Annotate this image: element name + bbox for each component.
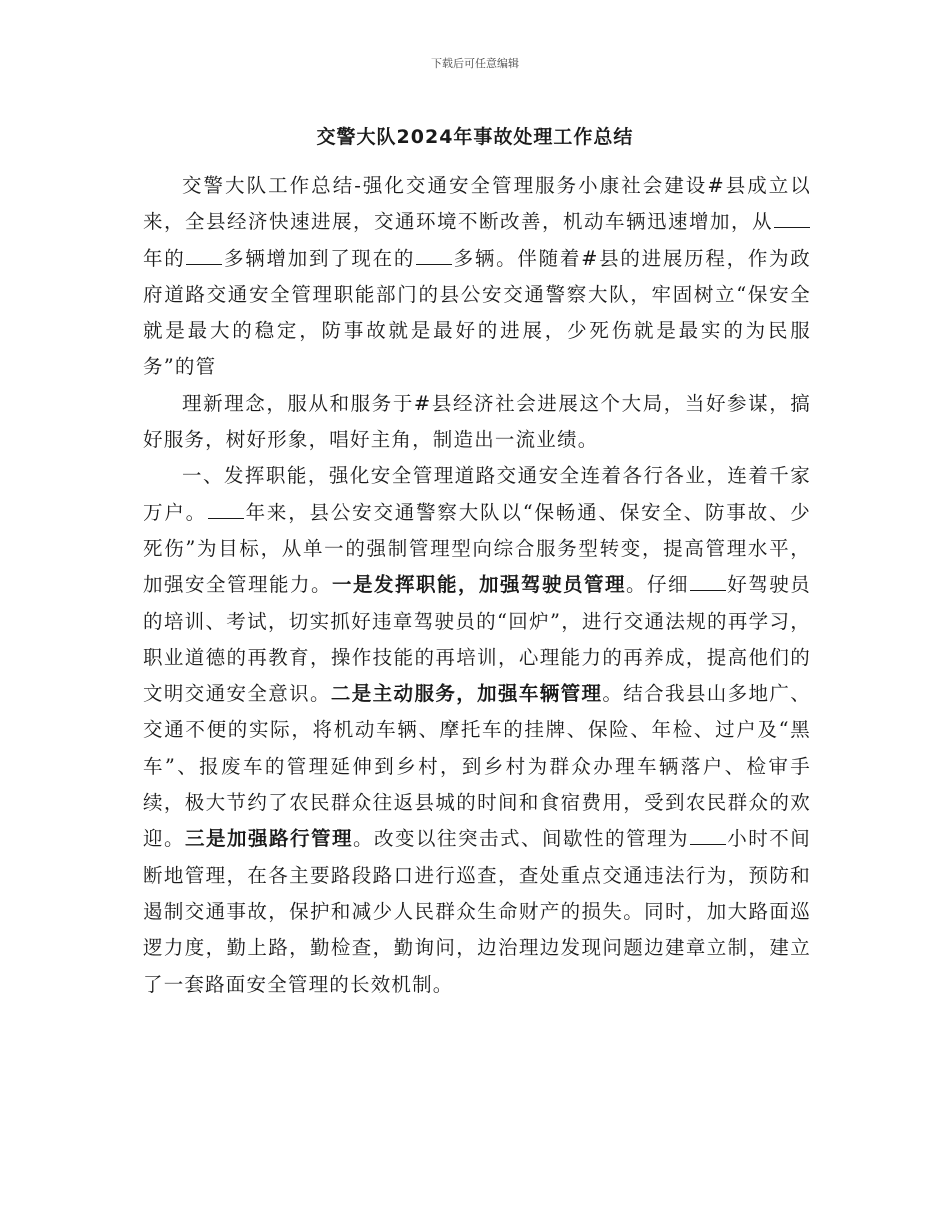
paragraph [143,458,811,1002]
bold-heading-text: 一是发挥职能，加强驾驶员管理 [332,573,626,597]
fill-blank [690,843,726,845]
paragraph-text: 好驾驶员的培训、考试，切实抓好违章驾驶员的“回炉”，进行交通法规的再学习，职业道德的再教育，操作技能的再培训，心理能力的再养成，提高他们的文明交通安全意识。 [143,573,811,706]
paragraph-text: 一、发挥职能，强化安全管理道路交通安全连着各行各业，连着千家万户。 [143,464,811,524]
fill-blank [690,589,726,591]
paragraph-text: 年来，县公安交通警察大队以“保畅通、保安全、防事故、少死伤”为目标，从单一的强制管理型向综合服务型转变，提高管理水平，加强安全管理能力。 [143,500,811,597]
fill-blank [416,263,452,265]
paragraph [143,386,811,459]
document-title: 交警大队2024年事故处理工作总结 [316,126,634,148]
paragraph-text: 理新理念，服从和服务于#县经济社会进展这个大局，当好参谋，搞好服务，树好形象，唱好主角，制造出一流业绩。 [143,391,811,452]
header-note: 下载后可任意编辑 [431,57,519,70]
fill-blank [208,517,244,519]
paragraph-text: 。改变以往突击式、间歇性的管理为 [353,827,689,851]
paragraph [143,168,811,386]
paragraph-text: 。仔细 [625,573,689,597]
paragraph-text: 多辆。伴随着#县的进展历程，作为政府道路交通安全管理职能部门的县公安交通警察大队，牢固树立“保安全就是最大的稳定，防事故就是最好的进展，少死伤就是最实的为民服务”的管 [143,246,811,379]
fill-blank [774,226,810,228]
paragraph-text: 交警大队工作总结-强化交通安全管理服务小康社会建设#县成立以来，全县经济快速进展，交通环境不断改善，机动车辆迅速增加，从 [143,174,811,234]
paragraph-text: 多辆增加到了现在的 [223,246,416,270]
paragraph-text: 年的 [143,246,186,270]
document-body [143,168,811,1003]
fill-blank [186,263,222,265]
bold-heading-text: 二是主动服务，加强车辆管理 [330,682,603,706]
paragraph-text: 小时不间断地管理，在各主要路段路口进行巡查，查处重点交通违法行为，预防和遏制交通事故，保护和减少人民群众生命财产的损失。同时，加大路面巡逻力度，勤上路，勤检查，勤询问，边治理边发现问题边建章立制，建立了一套路面安全管理的长效机制。 [143,827,811,996]
paragraph-text: 。结合我县山多地广、交通不便的实际，将机动车辆、摩托车的挂牌、保险、年检、过户及“黑车”、报废车的管理延伸到乡村，到乡村为群众办理车辆落户、检审手续，极大节约了农民群众往返县城的时间和食宿费用，受到农民群众的欢迎。 [143,682,811,851]
bold-heading-text: 三是加强路行管理 [185,827,353,851]
